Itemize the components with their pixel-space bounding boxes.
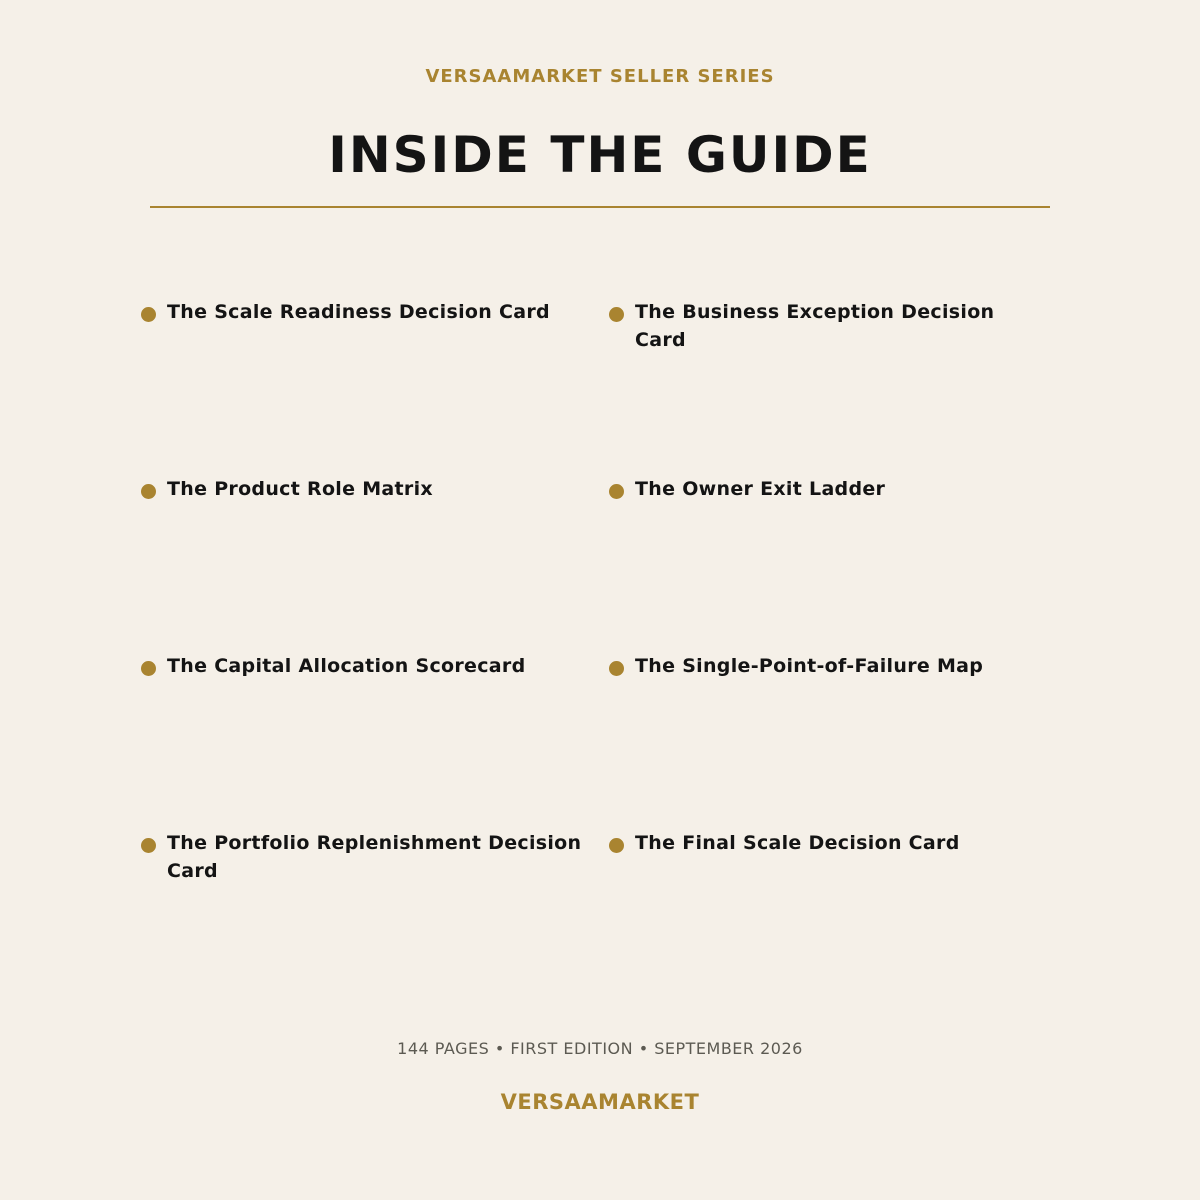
list-item [140, 652, 608, 829]
list-item-label: The Owner Exit Ladder [635, 478, 886, 500]
list-item [608, 475, 1060, 652]
series-label: VERSAAMARKET SELLER SERIES [425, 66, 775, 87]
bullet-dot-icon [609, 838, 624, 853]
bullet-dot-icon [141, 838, 156, 853]
list-item [140, 298, 608, 475]
edition-info: 144 PAGES • FIRST EDITION • SEPTEMBER 2026 [397, 1039, 803, 1058]
list-item-label: The Scale Readiness Decision Card [167, 301, 550, 323]
list-item-label: The Product Role Matrix [167, 478, 433, 500]
bullet-dot-icon [609, 661, 624, 676]
bullet-dot-icon [609, 307, 624, 322]
bullet-dot-icon [609, 484, 624, 499]
bullet-dot-icon [141, 484, 156, 499]
page-title: INSIDE THE GUIDE [328, 126, 872, 184]
title-divider [150, 206, 1050, 208]
list-item-label: The Portfolio Replenishment Decision Card [167, 832, 582, 882]
bullet-dot-icon [141, 307, 156, 322]
guide-contents-list [140, 298, 1060, 1006]
list-item [608, 829, 1060, 1006]
list-item-label: The Business Exception Decision Card [635, 301, 995, 351]
list-item-label: The Final Scale Decision Card [635, 832, 960, 854]
brand-name: VERSAAMARKET [500, 1090, 700, 1114]
bullet-dot-icon [141, 661, 156, 676]
list-item-label: The Capital Allocation Scorecard [167, 655, 526, 677]
list-item [608, 652, 1060, 829]
list-item [140, 475, 608, 652]
list-item [608, 298, 1060, 475]
list-item [140, 829, 608, 1006]
list-item-label: The Single-Point-of-Failure Map [635, 655, 984, 677]
